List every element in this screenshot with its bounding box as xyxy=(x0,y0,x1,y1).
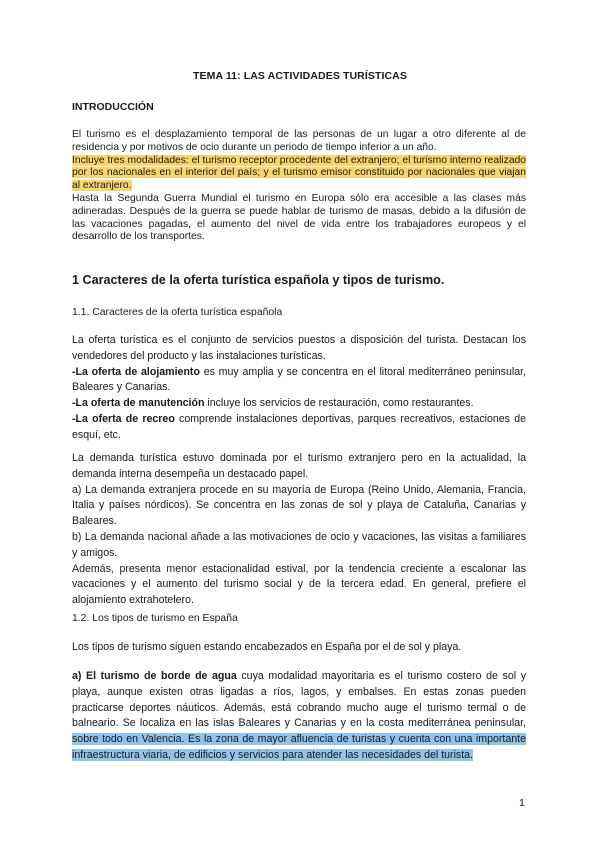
section-1-heading: 1 Caracteres de la oferta turística española y tipos de turismo. xyxy=(72,273,445,287)
page-title: TEMA 11: LAS ACTIVIDADES TURÍSTICAS xyxy=(193,70,407,82)
tipos-block xyxy=(72,640,526,656)
demanda-estacionalidad: Además, presenta menor estacionalidad estival, por la tendencia creciente a escalonar las vacaciones y el aumento del turismo social y de la tercera edad. En general, prefiere el alojamiento extrahotelero. xyxy=(72,562,526,607)
tipos-paragraph: Los tipos de turismo siguen estando encabezados en España por el de sol y playa. xyxy=(72,641,462,653)
borde-agua-text: cuya modalidad mayoritaria es el turismo costero de sol y playa, aunque existen otras ligadas a ríos, lagos, y embalses. En estas zonas pueden practicarse deportes náuticos. Además, está cobrando mucho auge el turismo termal o de balneario. Se localiza en las islas Baleares y Canarias y en la costa mediterránea peninsular, xyxy=(72,670,526,730)
oferta-alojamiento xyxy=(72,365,526,397)
recreo-text: comprende instalaciones deportivas, parques recreativos, estaciones de esquí, etc. xyxy=(72,412,526,441)
oferta-recreo xyxy=(72,412,526,444)
demanda-block xyxy=(72,451,526,609)
borde-agua-paragraph xyxy=(72,669,526,764)
demanda-extranjera: a) La demanda extranjera procede en su mayoría de Europa (Reino Unido, Alemania, Francia, Italia y países nórdicos). Se concentra en las zonas de sol y playa de Cataluña, Canarias y Baleares. xyxy=(72,483,526,528)
subsection-1-1-heading: 1.1. Caracteres de la oferta turística española xyxy=(72,307,283,318)
demanda-paragraph: La demanda turística estuvo dominada por el turismo extranjero pero en la actualidad, la demanda interna desempeña un destacado papel. xyxy=(72,452,526,480)
intro-block xyxy=(72,129,526,244)
page-number: 1 xyxy=(519,797,525,809)
intro-heading: INTRODUCCIÓN xyxy=(72,101,154,113)
alojamiento-label: -La oferta de alojamiento xyxy=(72,365,200,378)
manutencion-text: incluye los servicios de restauración, como restaurantes. xyxy=(204,397,474,410)
intro-paragraph-2 xyxy=(72,155,526,193)
yellow-highlight: Incluye tres modalidades: el turismo receptor procedente del extranjero; el turismo interno realizado por los nacionales en el interior del país; y el turismo emisor constituido por nacionales que viajan al extranjero. xyxy=(72,154,526,192)
oferta-manutencion xyxy=(72,396,526,412)
borde-agua-label: a) El turismo de borde de agua xyxy=(72,670,237,682)
subsection-1-2-heading: 1.2. Los tipos de turismo en España xyxy=(72,613,238,624)
intro-paragraph-1: El turismo es el desplazamiento temporal de las personas de un lugar a otro diferente al de residencia y por motivos de ocio durante un periodo de tiempo inferior a un año. xyxy=(72,129,526,153)
oferta-block xyxy=(72,333,526,444)
alojamiento-text: es muy amplia y se concentra en el litoral mediterráneo peninsular, Baleares y Canarias. xyxy=(72,365,526,394)
manutencion-label: -La oferta de manutención xyxy=(72,397,205,410)
demanda-nacional: b) La demanda nacional añade a las motivaciones de ocio y vacaciones, las visitas a familiares y amigos. xyxy=(72,530,526,559)
blue-highlight: sobre todo en Valencia. Es la zona de mayor afluencia de turistas y cuenta con una importante infraestructura viaria, de edificios y servicios para atender las necesidades del turista. xyxy=(72,733,526,761)
oferta-paragraph: La oferta turística es el conjunto de servicios puestos a disposición del turista. Destacan los vendedores del producto y las instalaciones turísticas. xyxy=(72,334,526,362)
recreo-label: -La oferta de recreo xyxy=(72,412,175,425)
borde-agua-block xyxy=(72,669,526,764)
intro-paragraph-3: Hasta la Segunda Guerra Mundial el turismo en Europa sólo era accesible a las clases más adineradas. Después de la guerra se puede hablar de turismo de masas, debido a la difusión de las vacaciones pagadas, el aumento del nivel de vida entre los trabajadores europeos y el desarrollo de los transportes. xyxy=(72,192,526,243)
